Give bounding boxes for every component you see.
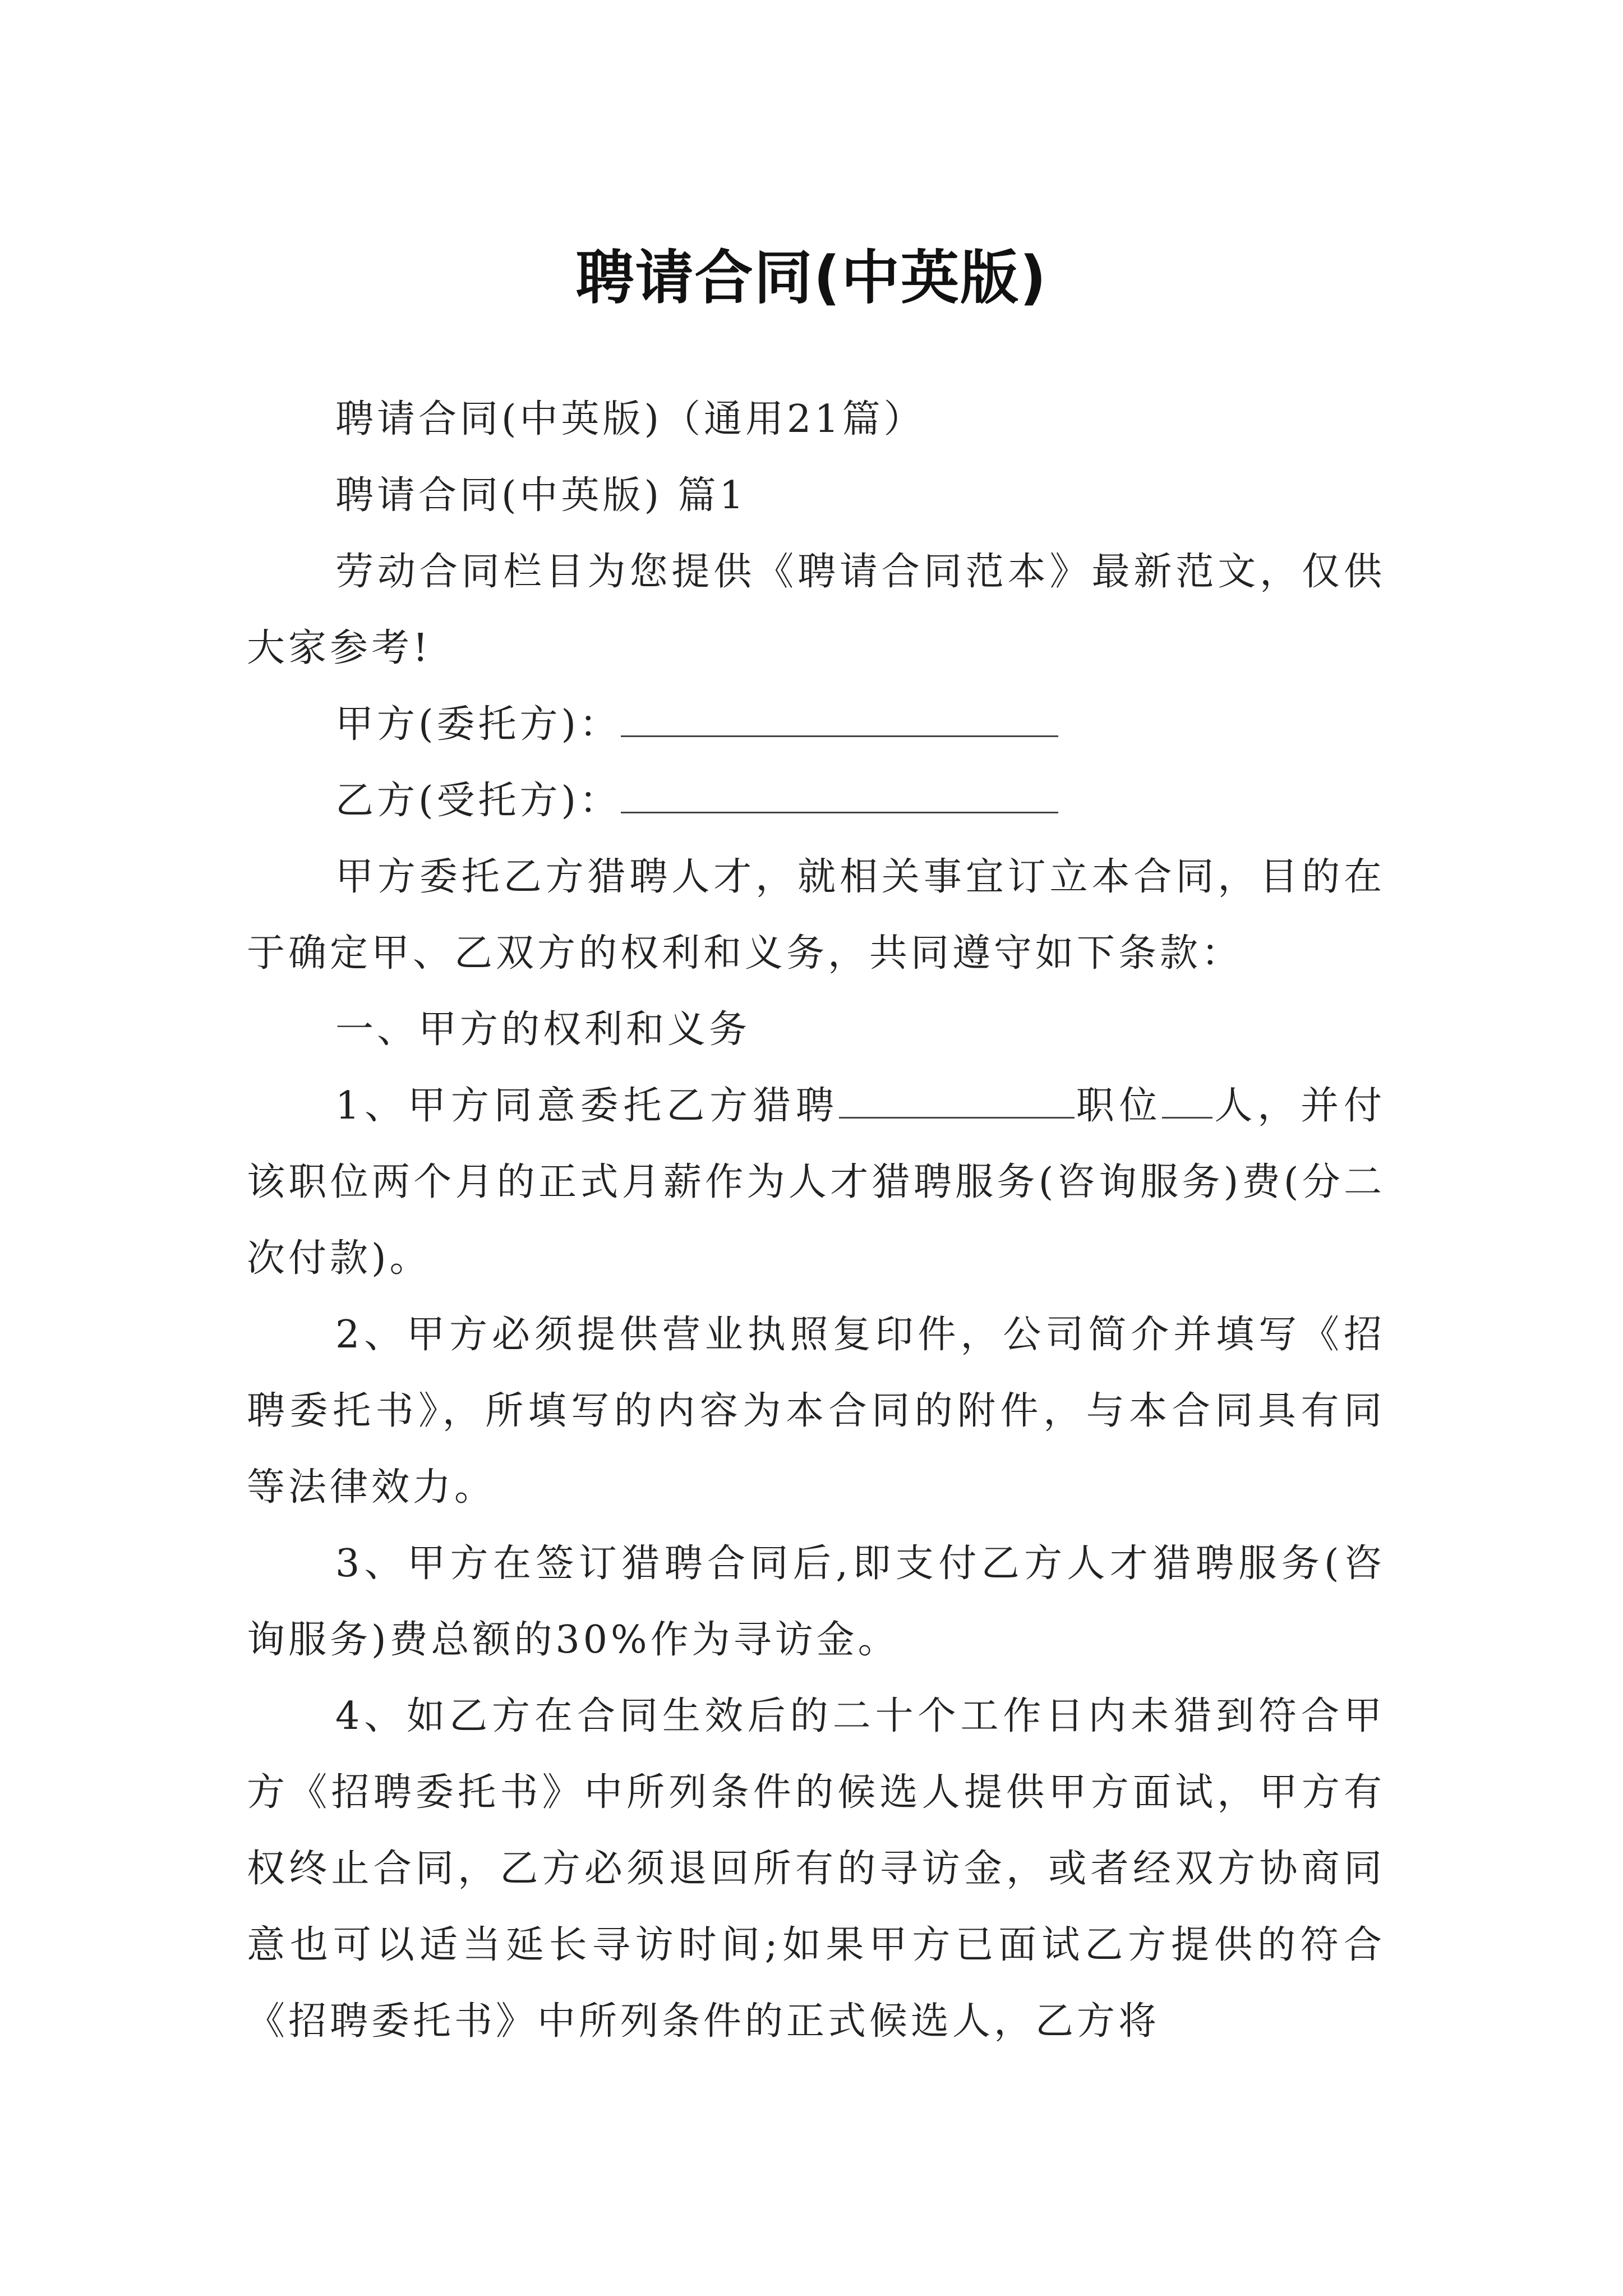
position-blank [839, 1082, 1075, 1119]
party-a-blank [621, 701, 1058, 737]
party-a-line [247, 687, 1385, 763]
clause-1-part-2: 职位 [1074, 1084, 1163, 1128]
clause-1 [247, 1068, 1385, 1297]
subtitle: 聘请合同(中英版)（通用21篇） [335, 397, 925, 441]
clause-1-part-3: 人，并付该职位两个月的正式月薪作为人才猎聘服务(咨询服务)费(分二次付款)。 [247, 1084, 1385, 1281]
preamble-paragraph: 甲方委托乙方猎聘人才，就相关事宜订立本合同，目的在于确定甲、乙双方的权利和义务，共同遵守如下条款： [247, 855, 1385, 976]
document-title: 聘请合同(中英版) [575, 243, 1048, 312]
clause-2: 2、甲方必须提供营业执照复印件，公司简介并填写《招聘委托书》，所填写的内容为本合同的附件，与本合同具有同等法律效力。 [247, 1313, 1385, 1510]
headcount-blank [1162, 1082, 1212, 1119]
article-one-heading: 一、甲方的权利和义务 [335, 1007, 751, 1052]
party-b-line [247, 763, 1385, 839]
clause-1-part-1: 1、甲方同意委托乙方猎聘 [335, 1084, 839, 1128]
intro-paragraph: 劳动合同栏目为您提供《聘请合同范本》最新范文，仅供大家参考! [247, 550, 1385, 670]
document-body [247, 381, 1385, 2060]
section-heading: 聘请合同(中英版) 篇1 [335, 473, 747, 518]
party-b-blank [621, 777, 1058, 813]
party-a-label: 甲方(委托方)： [335, 702, 621, 747]
clause-4: 4、如乙方在合同生效后的二十个工作日内未猎到符合甲方《招聘委托书》中所列条件的候选人提供甲方面试，甲方有权终止合同，乙方必须退回所有的寻访金，或者经双方协商同意也可以适当延长寻访时间;如果甲方已面试乙方提供的符合《招聘委托书》中所列条件的正式候选人，乙方将 [247, 1694, 1385, 2044]
party-b-label: 乙方(受托方)： [335, 779, 621, 823]
clause-3: 3、甲方在签订猎聘合同后,即支付乙方人才猎聘服务(咨询服务)费总额的30%作为寻访金。 [247, 1542, 1385, 1662]
